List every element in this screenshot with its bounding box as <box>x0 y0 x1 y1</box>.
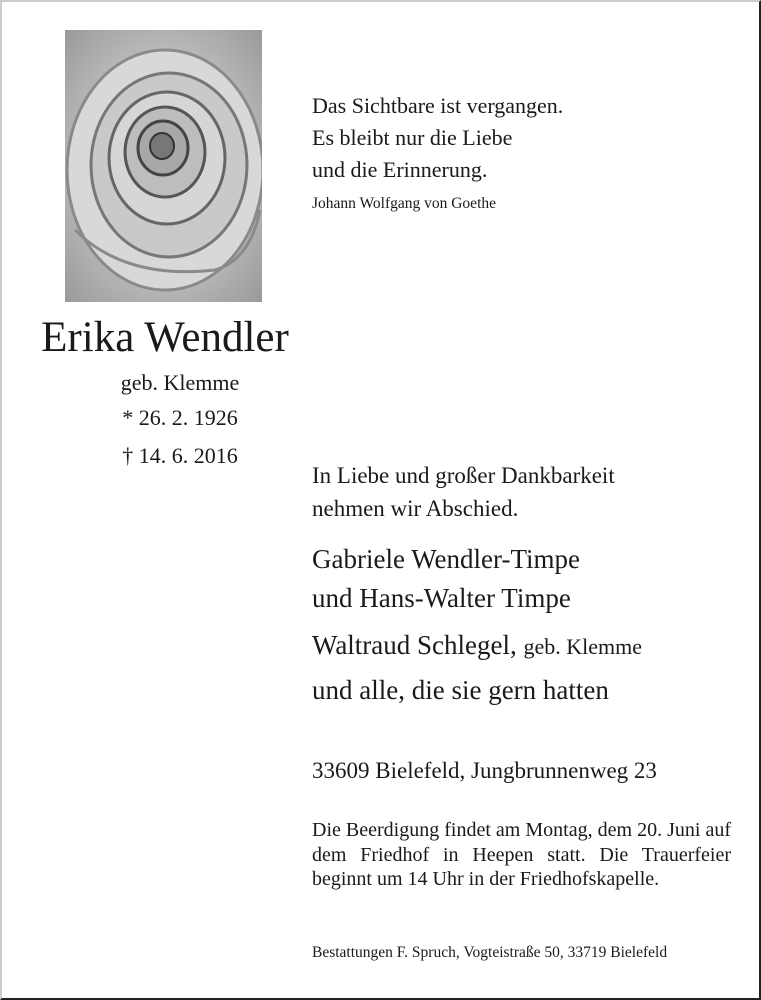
quote-author: Johann Wolfgang von Goethe <box>312 195 497 212</box>
quote-line: und die Erinnerung. <box>312 157 488 182</box>
mourners <box>312 540 580 618</box>
mourner-line: und alle, die sie gern hatten <box>312 675 609 705</box>
birth-date: * 26. 2. 1926 <box>122 405 238 430</box>
farewell-line: nehmen wir Abschied. <box>312 496 519 521</box>
mourner-line: Gabriele Wendler-Timpe <box>312 544 580 574</box>
funeral-info: Die Beerdigung findet am Montag, dem 20. Juni auf dem Friedhof in Heepen statt. Die Trauerfeier beginnt um 14 Uhr in der Friedhofskapelle. <box>312 819 731 890</box>
rose-image <box>65 30 262 302</box>
quote-line: Das Sichtbare ist vergangen. <box>312 93 564 118</box>
farewell-line: In Liebe und großer Dankbarkeit <box>312 463 615 488</box>
address: 33609 Bielefeld, Jungbrunnenweg 23 <box>312 758 657 783</box>
undertaker: Bestattungen F. Spruch, Vogteistraße 50, 33719 Bielefeld <box>312 944 668 961</box>
quote <box>312 90 563 186</box>
deceased-name: Erika Wendler <box>41 314 289 361</box>
mourner-name: Waltraud Schlegel, <box>312 630 517 660</box>
mourner-maiden: geb. Klemme <box>523 634 643 659</box>
mourner-line <box>312 630 642 661</box>
farewell <box>312 459 615 525</box>
death-date: † 14. 6. 2016 <box>122 443 238 468</box>
mourner-line: und Hans-Walter Timpe <box>312 583 571 613</box>
quote-line: Es bleibt nur die Liebe <box>312 125 513 150</box>
maiden-name: geb. Klemme <box>120 370 240 395</box>
